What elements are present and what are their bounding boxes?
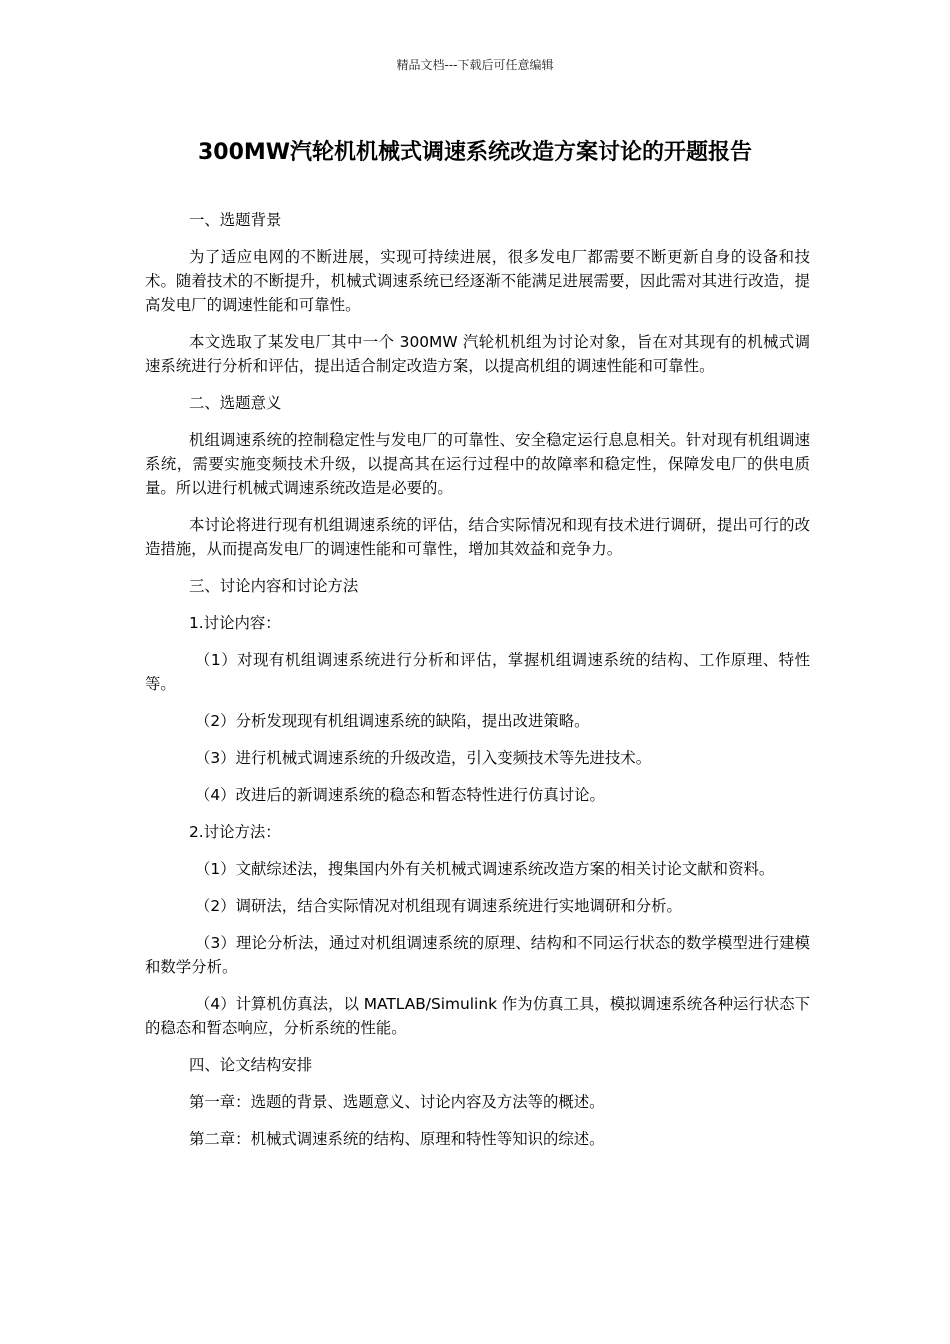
list-item-method-2: （2）调研法，结合实际情况对机组现有调速系统进行实地调研和分析。 xyxy=(195,897,682,915)
list-item-method-4: （4）计算机仿真法，以 MATLAB/Simulink 作为仿真工具，模拟调速系统各种运行状态下的稳态和暂态响应，分析系统的性能。 xyxy=(145,995,810,1037)
list-item-content-3: （3）进行机械式调速系统的升级改造，引入变频技术等先进技术。 xyxy=(195,749,652,767)
subheading-research-methods: 2.讨论方法： xyxy=(189,823,281,841)
section-heading-significance: 二、选题意义 xyxy=(189,394,282,412)
list-item-content-4: （4）改进后的新调速系统的稳态和暂态特性进行仿真讨论。 xyxy=(195,786,605,804)
section-heading-content-methods: 三、讨论内容和讨论方法 xyxy=(189,577,359,595)
paragraph-significance-1: 机组调速系统的控制稳定性与发电厂的可靠性、安全稳定运行息息相关。针对现有机组调速系统，需要实施变频技术升级，以提高其在运行过程中的故障率和稳定性，保障发电厂的供电质量。所以进行机械式调速系统改造是必要的。 xyxy=(145,431,810,497)
section-heading-structure: 四、论文结构安排 xyxy=(189,1056,313,1074)
list-item-content-1: （1）对现有机组调速系统进行分析和评估，掌握机组调速系统的结构、工作原理、特性等。 xyxy=(145,651,810,693)
document-title: 300MW汽轮机机械式调速系统改造方案讨论的开题报告 xyxy=(197,140,753,165)
paragraph-background-1: 为了适应电网的不断进展，实现可持续进展，很多发电厂都需要不断更新自身的设备和技术。随着技术的不断提升，机械式调速系统已经逐渐不能满足进展需要，因此需对其进行改造，提高发电厂的调速性能和可靠性。 xyxy=(145,248,810,314)
document-body xyxy=(145,208,810,1164)
list-item-content-2: （2）分析发现现有机组调速系统的缺陷，提出改进策略。 xyxy=(195,712,590,730)
subheading-research-content: 1.讨论内容： xyxy=(189,614,281,632)
paragraph-significance-2: 本讨论将进行现有机组调速系统的评估，结合实际情况和现有技术进行调研，提出可行的改造措施，从而提高发电厂的调速性能和可靠性，增加其效益和竞争力。 xyxy=(145,516,810,558)
page-header: 精品文档---下载后可任意编辑 xyxy=(396,58,554,72)
list-item-method-3: （3）理论分析法，通过对机组调速系统的原理、结构和不同运行状态的数学模型进行建模和数学分析。 xyxy=(145,934,810,976)
section-heading-background: 一、选题背景 xyxy=(189,211,282,229)
paragraph-background-2: 本文选取了某发电厂其中一个 300MW 汽轮机机组为讨论对象，旨在对其现有的机械式调速系统进行分析和评估，提出适合制定改造方案，以提高机组的调速性能和可靠性。 xyxy=(145,333,810,375)
list-item-method-1: （1）文献综述法，搜集国内外有关机械式调速系统改造方案的相关讨论文献和资料。 xyxy=(195,860,775,878)
paragraph-chapter-1: 第一章：选题的背景、选题意义、讨论内容及方法等的概述。 xyxy=(189,1093,605,1111)
paragraph-chapter-2: 第二章：机械式调速系统的结构、原理和特性等知识的综述。 xyxy=(189,1130,605,1148)
